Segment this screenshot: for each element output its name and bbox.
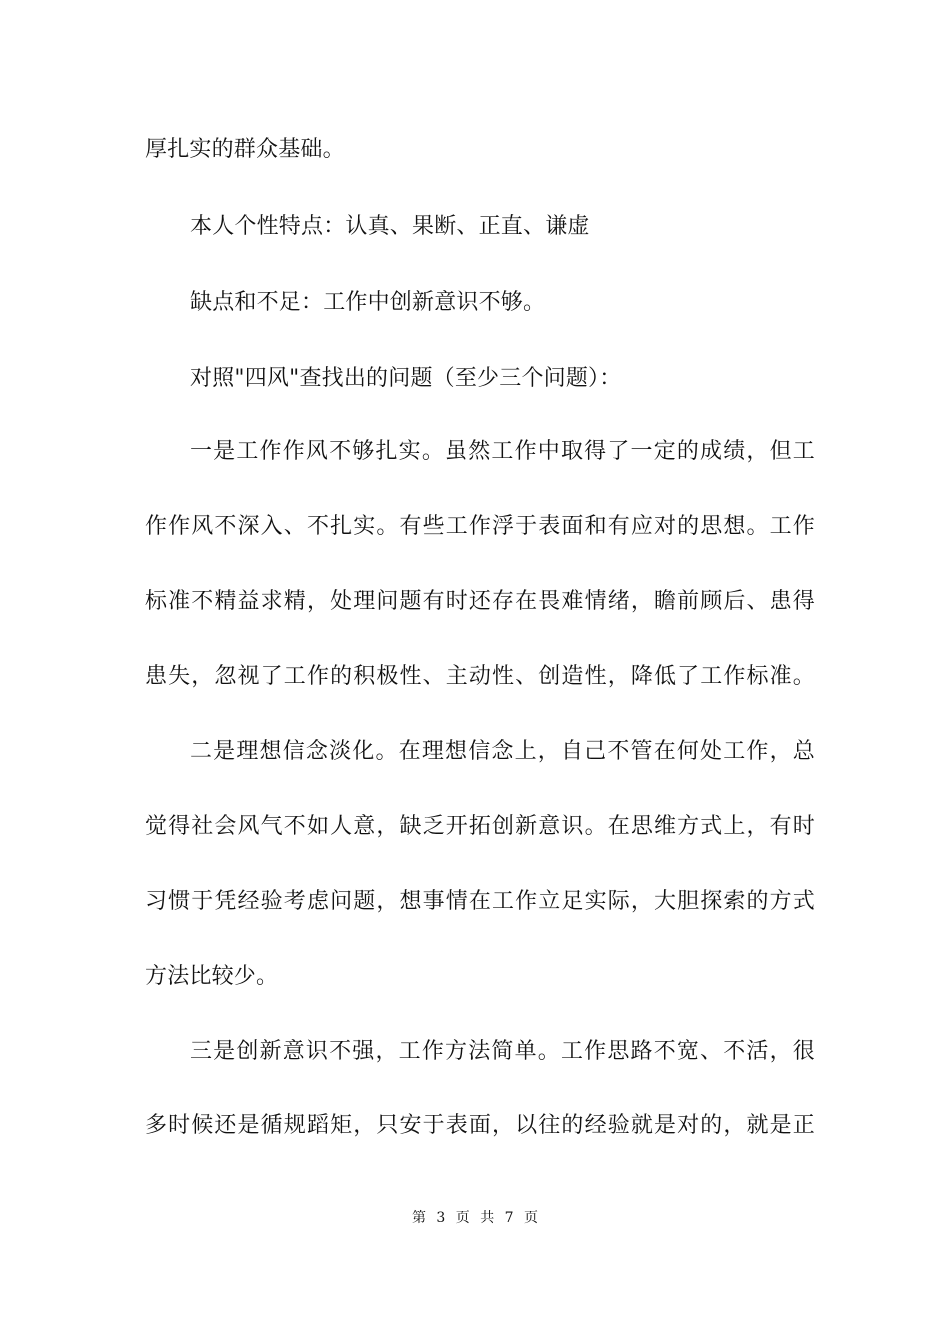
text-line: 习惯于凭经验考虑问题，想事情在工作立足实际，大胆探索的方式 (145, 889, 815, 914)
text-line: 一是工作作风不够扎实。虽然工作中取得了一定的成绩，但工 (190, 439, 815, 464)
text-line: 二是理想信念淡化。在理想信念上，自己不管在何处工作，总 (190, 739, 815, 764)
text-line: 觉得社会风气不如人意，缺乏开拓创新意识。在思维方式上，有时 (145, 814, 815, 839)
text-line: 本人个性特点：认真、果断、正直、谦虚 (190, 214, 590, 239)
text-line: 作作风不深入、不扎实。有些工作浮于表面和有应对的思想。工作 (145, 514, 815, 539)
page-number-footer: 第 3 页 共 7 页 (411, 1210, 539, 1226)
text-line: 患失，忽视了工作的积极性、主动性、创造性，降低了工作标准。 (145, 664, 815, 689)
text-line: 多时候还是循规蹈矩，只安于表面，以往的经验就是对的，就是正 (145, 1113, 815, 1138)
text-line: 对照"四风"查找出的问题（至少三个问题）： (190, 366, 622, 391)
text-line: 三是创新意识不强，工作方法简单。工作思路不宽、不活，很 (190, 1039, 815, 1064)
text-line: 厚扎实的群众基础。 (145, 137, 345, 162)
text-line: 方法比较少。 (145, 964, 279, 989)
text-line: 缺点和不足：工作中创新意识不够。 (190, 290, 546, 315)
text-line: 标准不精益求精，处理问题有时还存在畏难情绪，瞻前顾后、患得 (145, 589, 815, 614)
